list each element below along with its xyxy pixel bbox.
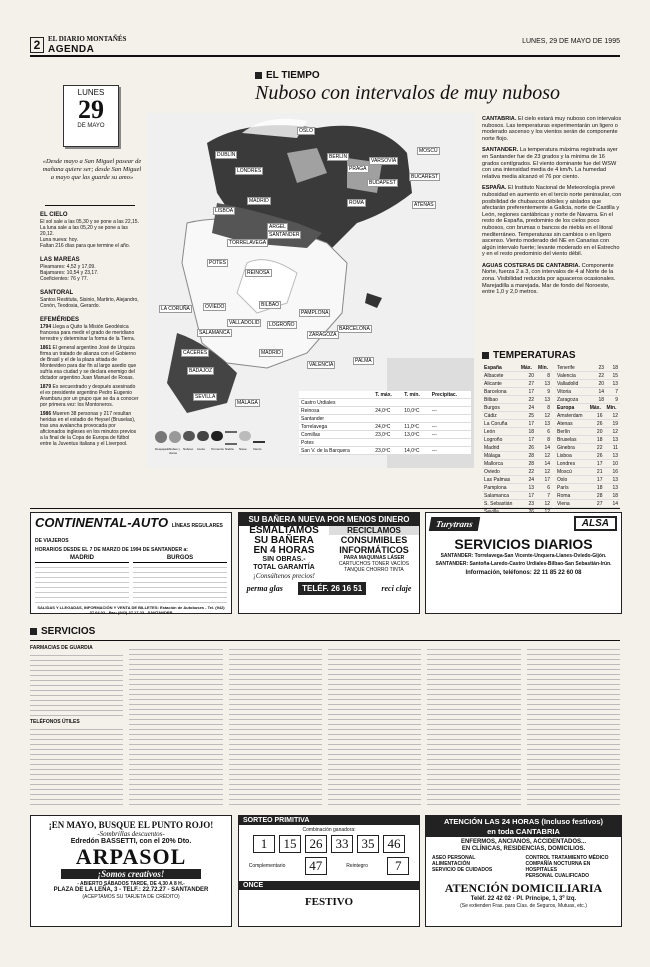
continental-footer: SALIDAS Y LLEGADAS, INFORMACIÓN Y VENTA DE BILLETES: Estación de Autobuses - Tel. (942) 37 04 02 - Fax: (942) 37 17 23 - SANTANDER <box>37 605 225 615</box>
mareas-line: Bajamares: 10,54 y 23,17. <box>40 270 99 276</box>
map-city-label: LOGROÑO <box>269 322 295 328</box>
legend-label: Nieve <box>239 447 247 451</box>
banera-headline: SU BAÑERA NUEVA POR MENOS DINERO <box>239 513 419 526</box>
efemerides-title: EFEMÉRIDES <box>40 317 80 323</box>
servicios-line: SANTANDER: Santoña-Laredo-Castro Urdiales-Bilbao-San Sebastián-Irún. <box>435 561 612 567</box>
banera-line: EN 4 HORAS <box>253 545 315 556</box>
map-city-label: SALAMANCA <box>199 330 230 336</box>
fog-icon <box>225 431 237 445</box>
table-row: Santander <box>299 415 471 423</box>
sun-cloud-icon <box>169 431 181 443</box>
map-city-label: OSLO <box>299 128 313 134</box>
temperatures-bullet-icon <box>482 352 489 359</box>
header-rule <box>30 55 620 57</box>
efemeride-item: 1986 Mueren 38 personas y 217 resultan heridas en el estadio de Heysel (Bruselas), tras una avalancha provocada por aficionados ingleses en los minutos previos a la final de la Copa de Europa de fútbol entre la Juventus italiana y el Liverpool. <box>40 411 137 447</box>
table-row: Roma 28 18 <box>557 492 618 499</box>
map-city-label: VALENCIA <box>309 362 334 368</box>
table-row: Salamanca 17 7 <box>484 492 550 499</box>
atencion-item: ASEO PERSONAL <box>432 855 476 861</box>
table-header-row: T. máx. T. mín. Precipitac. <box>299 391 471 399</box>
services-col <box>129 645 222 810</box>
weather-paragraph: ESPAÑA. El Instituto Nacional de Meteorología prevé nubosidad en aumento en el tercio norte peninsular, con posibilidad de chubascos débiles y aislados que afectarán preferentemente a Galicia, norte de Castilla y León, regiones cantábricas y norte de Navarra. En el resto de España, predominio de los cielos poco nubosos, con brumas o bancos de niebla en el litoral mediterráneo. Temperaturas sin cambios o en ligero ascenso. Viento moderado del NE en Canarias con algún intervalo fuerte; levante moderado en el Estrecho y en el resto predominio del viento débil. <box>482 185 622 258</box>
reintegro-number: 7 <box>387 857 409 875</box>
banera-line: ESMALTAMOS <box>249 525 319 536</box>
banera-line: ¡Consúltenos precios! <box>253 572 315 580</box>
map-city-label: MOSCÚ <box>419 148 438 154</box>
servicios-info: Información, teléfonos: 22 11 85 22 60 08 <box>465 570 582 576</box>
efemeride-item: 1794 Llega a Quito la Misión Geodésica francesa para medir el grado de meridiano terrestre y determinar la forma de la Tierra. <box>40 324 136 342</box>
services-col <box>30 645 123 810</box>
efemeride-item: 1861 El general argentino José de Urquiza firma un tratado de alianza con el Gobierno de Brasil y el de la plaza sitiada de Montevideo para dar fin al largo asedio que sufría esa ciudad y se declara enemigo del dictador argentino Juan Manuel de Rosas. <box>40 345 137 381</box>
table-header-row: Europa Máx. Mín. <box>555 404 620 412</box>
table-row: Oviedo 22 12 <box>484 468 550 475</box>
table-row: Alicante 27 13 <box>484 380 550 387</box>
arpasol-address: PLAZA DE LA LEÑA, 3 - TELF.: 22.72.27 - SANTANDER <box>53 887 209 893</box>
map-city-label: LONDRES <box>237 168 262 174</box>
complementary-number: 47 <box>305 857 327 875</box>
services-text-block <box>30 725 123 805</box>
map-city-label: ZARAGOZA <box>309 332 337 338</box>
santoral-title: SANTORAL <box>40 290 74 296</box>
services-col <box>328 645 421 810</box>
table-row: San V. de la Barquera 23,0ºC 14,0ºC --- <box>299 447 471 455</box>
atencion-item: CONTROL TRATAMIENTO MÉDICO <box>525 855 609 861</box>
arpasol-note: (ACEPTAMOS SU TARJETA DE CRÉDITO) <box>82 894 180 900</box>
proverb: «Desde mayo a San Miguel pasear de mañana quiere ser; desde San Miguel a mayo que las guarde su amo» <box>42 158 142 181</box>
reint-label: Reintegro <box>346 863 368 869</box>
table-row: París 18 13 <box>557 484 618 491</box>
farmacias-title: FARMACIAS DE GUARDIA <box>30 645 93 651</box>
weather-kicker: EL TIEMPO <box>255 70 320 81</box>
lottery-number: 1 <box>253 835 275 853</box>
banera-line: TOTAL GARANTÍA <box>253 564 315 571</box>
continental-ad <box>30 512 232 614</box>
primitiva-box <box>238 815 420 927</box>
primitiva-title: SORTEO PRIMITIVA <box>239 816 419 825</box>
reciclamos-line: INFORMÁTICOS <box>339 545 409 555</box>
reciclamos-line: PARA MAQUINAS LÁSER <box>343 555 405 561</box>
wind-icon <box>253 431 265 443</box>
weather-text-column <box>482 116 622 301</box>
table-row: La Coruña 17 13 <box>484 420 550 427</box>
continental-brand: CONTINENTAL-AUTO LÍNEAS REGULARES DE VIAJEROS <box>35 515 223 544</box>
services-col <box>229 645 322 810</box>
spain-temperatures-table-2 <box>555 364 620 404</box>
calendar-page <box>63 85 119 147</box>
page-number: 2 <box>30 37 44 53</box>
map-city-label: BADAJOZ <box>189 368 213 374</box>
temperatures-title: TEMPERATURAS <box>482 350 576 361</box>
table-row: Valladolid 20 13 <box>557 380 618 387</box>
table-row: Lisboa 26 13 <box>557 452 618 459</box>
banera-ad <box>238 512 420 614</box>
legend-label: Niebla <box>225 447 234 451</box>
table-row: Torrelavega 24,0ºC 11,0ºC --- <box>299 423 471 431</box>
services-col <box>527 645 620 810</box>
table-row: Berlín 20 12 <box>557 428 618 435</box>
services-columns <box>30 645 620 810</box>
legend-label: Nuboso <box>183 447 194 451</box>
lottery-number: 15 <box>279 835 301 853</box>
table-row: Burgos 24 8 <box>484 404 550 411</box>
services-text-block <box>30 651 123 716</box>
legend-labels <box>155 447 275 455</box>
cielo-title: EL CIELO <box>40 212 68 218</box>
map-city-label: BUCAREST <box>411 174 439 180</box>
map-city-label: MADRID <box>249 198 269 204</box>
telefonos-title: TELÉFONOS ÚTILES <box>30 719 80 725</box>
legend-label: Despejado <box>155 447 170 451</box>
table-row: Mallorca 28 14 <box>484 460 550 467</box>
sidebar-divider <box>45 205 135 206</box>
turytrans-logo: Turytrans <box>429 517 480 531</box>
table-row: Albacete 20 8 <box>484 372 550 379</box>
map-region-label: TORRELAVEGA <box>229 240 267 246</box>
continental-timetable <box>133 563 227 603</box>
map-city-label: SEVILLA <box>195 394 216 400</box>
arpasol-line: Edredón BASSETTI, con el 20% Dto. <box>70 838 192 845</box>
map-city-label: VARSOVIA <box>371 158 397 164</box>
rain-icon <box>197 431 209 441</box>
table-row: Madrid 26 14 <box>484 444 550 451</box>
lottery-number: 33 <box>331 835 353 853</box>
table-row: Cádiz 25 12 <box>484 412 550 419</box>
atencion-headline2: en toda CANTABRIA <box>426 827 621 837</box>
efemeride-item: 1879 Es secuestrado y después asesinado el ex presidente argentino Pedro Eugenio Aramburu por un grupo que se da a conocer por primera vez: los Montoneros. <box>40 384 139 408</box>
map-city-label: DUBLÍN <box>217 152 236 158</box>
map-city-label: OVIEDO <box>205 304 225 310</box>
table-row: Atenas 26 19 <box>557 420 618 427</box>
table-row: Londres 17 10 <box>557 460 618 467</box>
legend-label: Nubes y claros <box>169 447 181 455</box>
reciclamos-line: TANQUE CHORRO TINTA <box>344 567 404 573</box>
continental-timetable <box>35 563 129 603</box>
atencion-sub: ENFERMOS, ANCIANOS, ACCIDENTADOS... <box>460 839 587 845</box>
table-row: Moscú 21 16 <box>557 468 618 475</box>
table-row: Castro Urdiales <box>299 399 471 407</box>
servicios-diarios-title: SERVICIOS DIARIOS <box>454 536 593 552</box>
table-row: Bilbao 22 13 <box>484 396 550 403</box>
table-row: Potes <box>299 439 471 447</box>
reciclamos-title: RECICLAMOS <box>329 526 419 535</box>
cloud-icon <box>183 431 195 441</box>
table-row: Vitoria 14 7 <box>557 388 618 395</box>
map-city-label: ATENAS <box>414 202 434 208</box>
servicios-line: SANTANDER: Torrelavega-San Vicente-Unquera-Llanes-Oviedo-Gijón. <box>440 553 607 559</box>
legend-label: Tormenta <box>211 447 224 451</box>
lottery-number: 35 <box>357 835 379 853</box>
storm-icon <box>211 431 223 441</box>
table-row: Ginebra 22 11 <box>557 444 618 451</box>
continental-madrid: MADRID <box>35 555 129 563</box>
arpasol-hours: - ABIERTO SÁBADOS TARDE, DE 4,30 A 8 H.- <box>77 881 185 887</box>
combo-label: Combinación ganadora: <box>302 827 356 833</box>
arpasol-top: ¡EN MAYO, BUSQUE EL PUNTO ROJO! <box>48 820 214 830</box>
europe-temperatures-table <box>555 404 620 508</box>
masthead: EL DIARIO MONTAÑÉS <box>48 35 127 43</box>
date-line: LUNES, 29 DE MAYO DE 1995 <box>522 38 620 45</box>
sidebar-column <box>40 212 140 447</box>
lottery-number: 26 <box>305 835 327 853</box>
comp-label: Complementario <box>248 863 286 869</box>
alsa-logo: ALSA <box>574 516 617 531</box>
reciclamos-line: CARTUCHOS TONER VACÍOS <box>338 561 410 567</box>
cielo-line: El sol sale a las 05,30 y se pone a las 22,15. <box>40 219 139 225</box>
map-city-label: VALLADOLID <box>229 320 260 326</box>
table-row: Pamplona 13 6 <box>484 484 550 491</box>
map-city-label: PALMA <box>355 358 372 364</box>
map-region-label: POTES <box>209 260 226 266</box>
reciclaje-logo: reci claje <box>381 584 412 593</box>
servicios-bullet-icon <box>30 628 37 635</box>
map-city-label: ROMA <box>349 200 364 206</box>
table-row: Bruselas 18 13 <box>557 436 618 443</box>
local-forecast-table <box>299 391 471 455</box>
map-city-label: PRAGA <box>349 166 367 172</box>
mareas-line: Pleamares: 4,52 y 17,09. <box>40 264 96 270</box>
banera-line: SU BAÑERA <box>254 535 314 546</box>
map-city-label: BARCELONA <box>339 326 370 332</box>
atencion-item: SERVICIO DE CUIDADOS <box>432 867 493 873</box>
table-row: Valencia 22 15 <box>557 372 618 379</box>
arpasol-brand: ARPASOL <box>75 844 187 869</box>
map-city-label: ARGEL <box>269 224 286 230</box>
table-row: Las Palmas 24 17 <box>484 476 550 483</box>
continental-subtitle: HORARIOS DESDE EL 7 DE MARZO DE 1994 DE SANTANDER a: <box>35 547 188 553</box>
table-row: Viena 27 14 <box>557 500 618 507</box>
atencion-item: COMPAÑÍA NOCTURNA EN HOSPITALES <box>525 861 591 873</box>
map-city-label: LA CORUÑA <box>161 306 190 312</box>
table-row: Zaragoza 18 9 <box>557 396 618 403</box>
atencion-contact: Teléf. 22 42 02 · Pl. Príncipe, 1, 3º Izq. <box>470 896 577 902</box>
kicker-bullet-icon <box>255 72 262 79</box>
atencion-headline: ATENCIÓN LAS 24 HORAS (Incluso festivos) <box>426 816 621 827</box>
table-row: Comillas 23,0ºC 13,0ºC --- <box>299 431 471 439</box>
table-row: S. Sebastián 23 12 <box>484 500 550 507</box>
cielo-line: La luna sale a las 05,20 y se pone a las 20,12. <box>40 225 128 237</box>
map-city-label: PAMPLONA <box>301 310 329 316</box>
cielo-line: Faltan 216 días para que termine el año. <box>40 243 131 249</box>
mareas-title: LAS MAREAS <box>40 257 80 263</box>
servicios-rule <box>30 640 620 641</box>
ads-top-rule <box>30 508 620 509</box>
servicios-title: SERVICIOS <box>30 626 95 637</box>
map-city-label: BUDAPEST <box>369 180 396 186</box>
banera-line: SIN OBRAS.- <box>262 556 306 563</box>
map-city-label: LISBOA <box>215 208 234 214</box>
table-row: Barcelona 17 9 <box>484 388 550 395</box>
santoral-text: Santos Restituta, Sisinio, Martirio, Alejandro, Conón, Teodosia, Gerardo. <box>40 297 139 309</box>
table-row: Oslo 17 13 <box>557 476 618 483</box>
calendar-weekday: LUNES <box>77 88 105 97</box>
calendar-day: 29 <box>78 95 104 124</box>
arpasol-sub: -Sombrillas descuentos- <box>97 830 165 838</box>
sun-icon <box>155 431 167 443</box>
atencion-item: PERSONAL CUALIFICADO <box>525 873 590 879</box>
legend-label: Lluvia <box>197 447 205 451</box>
table-row: Tenerife 23 18 <box>557 364 618 371</box>
atencion-brand: ATENCIÓN DOMICILIARIA <box>444 881 603 895</box>
once-title: ONCE <box>239 881 419 890</box>
services-col <box>427 645 520 810</box>
table-row: León 18 6 <box>484 428 550 435</box>
reciclamos-line: CONSUMIBLES <box>340 535 408 545</box>
atencion-item: ALIMENTACIÓN <box>432 861 470 867</box>
calendar-month: DE MAYO <box>77 123 105 129</box>
weather-paragraph: CANTABRIA. El cielo estará muy nuboso con intervalos nubosos. Las temperaturas experimentarán un ligero o moderado ascenso y los vientos serán de componente norte flojo. <box>482 116 622 142</box>
atencion-ad <box>425 815 622 927</box>
cielo-line: Luna nueva: hoy. <box>40 237 78 243</box>
section-title: AGENDA <box>48 44 95 55</box>
legend-label: Viento <box>253 447 262 451</box>
atencion-sub2: EN CLÍNICAS, RESIDENCIAS, DOMICILIOS. <box>461 846 586 852</box>
continental-burgos: BURGOS <box>133 555 227 563</box>
snow-icon <box>239 431 251 441</box>
map-city-label: CÁCERES <box>183 350 208 356</box>
map-city-label: BERLÍN <box>329 154 348 160</box>
map-city-label: BILBAO <box>261 302 280 308</box>
weather-map <box>147 113 474 468</box>
spain-temperatures-table <box>482 364 552 516</box>
table-header-row: España Máx. Mín. <box>482 364 552 372</box>
weather-paragraph: AGUAS COSTERAS DE CANTABRIA. Componente Norte, fuerza 2 a 3, con intervalos de 4 al Norte de la zona. Visibilidad reducida por aguaceros ocasionales. Marejadilla a marejada. Mar de fondo del Noroeste, entre 1,0 y 2,0 metros. <box>482 262 616 296</box>
map-region-label: REINOSA <box>247 270 270 276</box>
permaglas-logo: perma glas <box>246 584 283 593</box>
arpasol-slogan: ¡Somos creativos! <box>61 869 201 879</box>
atencion-footer: (Se extienden Fras. para Cías. de Seguros, Mutuas, etc.) <box>460 903 587 909</box>
mareas-line: Coeficientes: 76 y 77. <box>40 276 89 282</box>
map-city-label: MADRID <box>261 350 281 356</box>
table-row: Logroño 17 8 <box>484 436 550 443</box>
festivo-label: FESTIVO <box>304 896 354 908</box>
banera-phone: TELÉF. 26 16 51 <box>298 582 366 595</box>
arpasol-ad <box>30 815 232 927</box>
table-row: Reinosa 24,0ºC 10,0ºC --- <box>299 407 471 415</box>
weather-paragraph: SANTANDER. La temperatura máxima registrada ayer en Santander fue de 23 grados y la mínima de 16 grados centígrados. El viento dominante fue del WSW con una intensidad media de 4 km/h. La humedad relativa media alcanzó el 76 por ciento. <box>482 147 618 180</box>
lottery-number: 46 <box>383 835 405 853</box>
weather-headline: Nuboso con intervalos de muy nuboso <box>255 82 560 104</box>
map-region-label: SANTANDER <box>269 232 300 238</box>
table-row: Málaga 28 12 <box>484 452 550 459</box>
table-row: Amsterdam 16 12 <box>557 412 618 419</box>
map-city-label: MÁLAGA <box>237 400 258 406</box>
servicios-diarios-ad <box>425 512 622 614</box>
